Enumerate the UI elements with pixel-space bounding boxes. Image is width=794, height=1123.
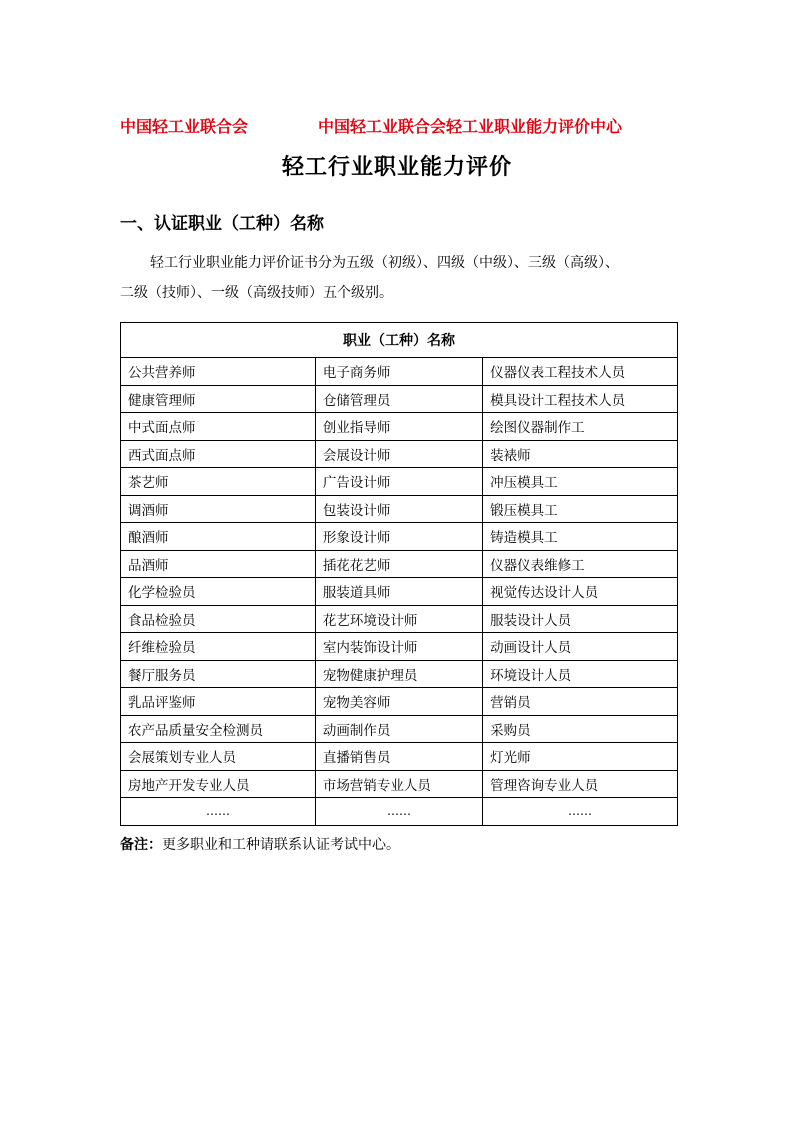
table-cell: 宠物美容师 bbox=[315, 688, 482, 716]
table-cell: 室内装饰设计师 bbox=[315, 633, 482, 661]
table-row bbox=[121, 578, 678, 606]
table-cell: 食品检验员 bbox=[121, 605, 316, 633]
table-row bbox=[121, 468, 678, 496]
table-row bbox=[121, 440, 678, 468]
table-row bbox=[121, 358, 678, 386]
table-cell: 品酒师 bbox=[121, 550, 316, 578]
table-cell: 环境设计人员 bbox=[483, 660, 678, 688]
table-row bbox=[121, 385, 678, 413]
table-cell: 采购员 bbox=[483, 715, 678, 743]
table-cell: 酿酒师 bbox=[121, 523, 316, 551]
table-row bbox=[121, 688, 678, 716]
table-cell: 冲压模具工 bbox=[483, 468, 678, 496]
table-row bbox=[121, 523, 678, 551]
table-cell: 广告设计师 bbox=[315, 468, 482, 496]
table-cell: 市场营销专业人员 bbox=[315, 770, 482, 798]
table-cell: 插花花艺师 bbox=[315, 550, 482, 578]
ellipsis-cell: …… bbox=[315, 798, 482, 826]
table-row bbox=[121, 550, 678, 578]
table-row bbox=[121, 743, 678, 771]
table-row bbox=[121, 633, 678, 661]
table-cell: 模具设计工程技术人员 bbox=[483, 385, 678, 413]
table-cell: 调酒师 bbox=[121, 495, 316, 523]
table-cell: 直播销售员 bbox=[315, 743, 482, 771]
occupation-table bbox=[120, 322, 678, 826]
footnote-label: 备注： bbox=[120, 837, 162, 853]
table-cell: 会展设计师 bbox=[315, 440, 482, 468]
table-row bbox=[121, 660, 678, 688]
table-row bbox=[121, 715, 678, 743]
footnote bbox=[120, 834, 400, 856]
org-name-left: 中国轻工业联合会 bbox=[120, 117, 249, 136]
intro-line-1: 轻工行业职业能力评价证书分为五级（初级）、四级（中级）、三级（高级）、 bbox=[150, 255, 619, 271]
table-header: 职业（工种）名称 bbox=[121, 323, 678, 358]
table-cell: 会展策划专业人员 bbox=[121, 743, 316, 771]
table-cell: 中式面点师 bbox=[121, 413, 316, 441]
table-cell: 西式面点师 bbox=[121, 440, 316, 468]
table-cell: 茶艺师 bbox=[121, 468, 316, 496]
table-cell: 绘图仪器制作工 bbox=[483, 413, 678, 441]
table-cell: 化学检验员 bbox=[121, 578, 316, 606]
table-cell: 仪器仪表维修工 bbox=[483, 550, 678, 578]
table-cell: 乳品评鉴师 bbox=[121, 688, 316, 716]
table-row bbox=[121, 495, 678, 523]
table-cell: 健康管理师 bbox=[121, 385, 316, 413]
table-cell: 服装道具师 bbox=[315, 578, 482, 606]
table-cell: 动画制作员 bbox=[315, 715, 482, 743]
table-cell: 营销员 bbox=[483, 688, 678, 716]
table-cell: 形象设计师 bbox=[315, 523, 482, 551]
table-cell: 灯光师 bbox=[483, 743, 678, 771]
table-cell: 创业指导师 bbox=[315, 413, 482, 441]
table-cell: 仓储管理员 bbox=[315, 385, 482, 413]
org-name-right: 中国轻工业联合会轻工业职业能力评价中心 bbox=[318, 117, 623, 136]
document-title: 轻工行业职业能力评价 bbox=[281, 154, 512, 180]
table-cell: 动画设计人员 bbox=[483, 633, 678, 661]
table-row bbox=[121, 413, 678, 441]
table-cell: 宠物健康护理员 bbox=[315, 660, 482, 688]
intro-paragraph bbox=[120, 248, 680, 308]
ellipsis-cell: …… bbox=[121, 798, 316, 826]
section-heading: 一、认证职业（工种）名称 bbox=[120, 214, 324, 234]
table-cell: 仪器仪表工程技术人员 bbox=[483, 358, 678, 386]
table-row-ellipsis bbox=[121, 798, 678, 826]
table-cell: 纤维检验员 bbox=[121, 633, 316, 661]
table-cell: 服装设计人员 bbox=[483, 605, 678, 633]
table-body bbox=[121, 358, 678, 826]
table-cell: 花艺环境设计师 bbox=[315, 605, 482, 633]
org-header bbox=[120, 114, 680, 140]
table-row bbox=[121, 605, 678, 633]
ellipsis-cell: …… bbox=[483, 798, 678, 826]
table-cell: 房地产开发专业人员 bbox=[121, 770, 316, 798]
table-cell: 视觉传达设计人员 bbox=[483, 578, 678, 606]
table-cell: 锻压模具工 bbox=[483, 495, 678, 523]
table-cell: 公共营养师 bbox=[121, 358, 316, 386]
table-row bbox=[121, 770, 678, 798]
table-cell: 电子商务师 bbox=[315, 358, 482, 386]
table-cell: 铸造模具工 bbox=[483, 523, 678, 551]
table-cell: 管理咨询专业人员 bbox=[483, 770, 678, 798]
intro-line-2: 二级（技师）、一级（高级技师）五个级别。 bbox=[120, 285, 393, 301]
table-cell: 装裱师 bbox=[483, 440, 678, 468]
table-cell: 包装设计师 bbox=[315, 495, 482, 523]
table-cell: 餐厅服务员 bbox=[121, 660, 316, 688]
table-header-row bbox=[121, 323, 678, 358]
footnote-text: 更多职业和工种请联系认证考试中心。 bbox=[162, 837, 400, 853]
table-cell: 农产品质量安全检测员 bbox=[121, 715, 316, 743]
